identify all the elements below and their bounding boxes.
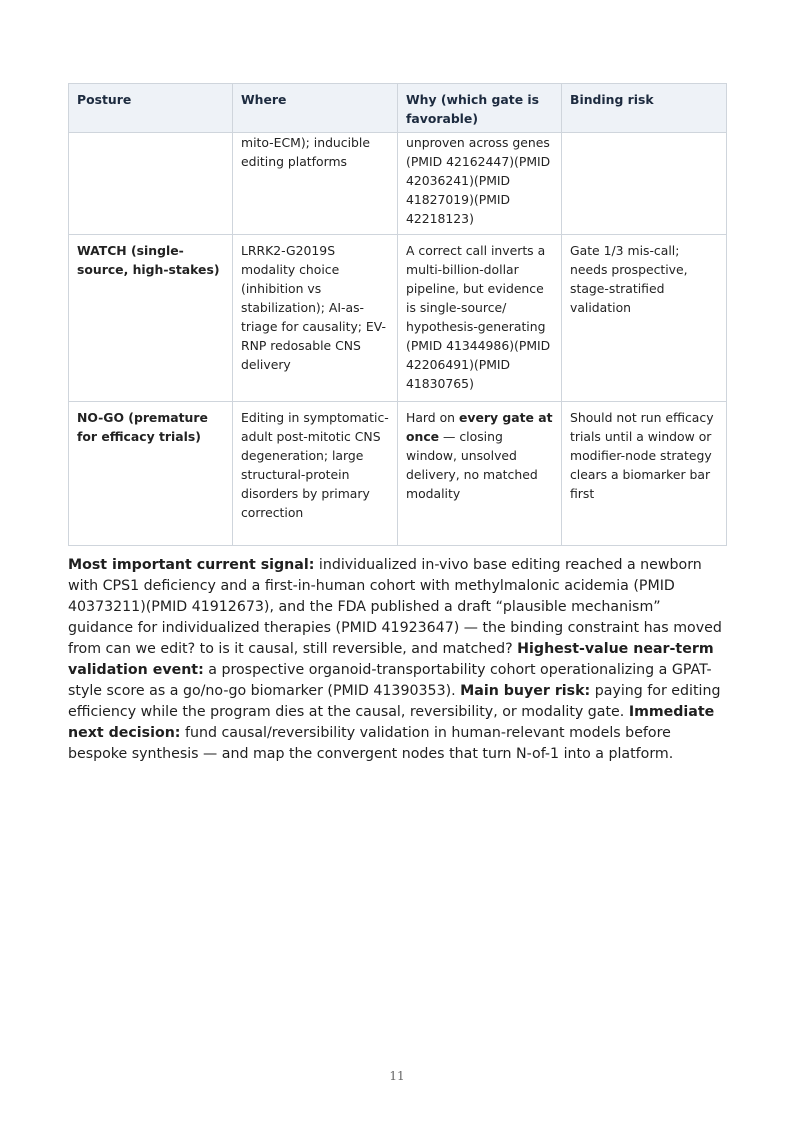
cell-where: Editing in symptomatic-adult post-mitotic CNS degeneration; large structural-protein disorders by primary correction — [233, 402, 398, 546]
page-number: 11 — [389, 1069, 405, 1083]
cell-why: A correct call inverts a multi-billion-dollar pipeline, but evidence is single-source/ hypothesis-generating (PMID 41344986)(PMID 42206491)(PMID 41830765) — [398, 235, 562, 402]
cell-posture: WATCH (single-source, high-stakes) — [69, 235, 233, 402]
cell-risk — [562, 133, 727, 235]
table-row-continued — [69, 133, 727, 235]
table-row-watch — [69, 235, 727, 402]
why-prefix: Hard on — [406, 410, 459, 425]
table-header-row — [69, 84, 727, 133]
cell-posture — [69, 133, 233, 235]
cell-where: mito-ECM); inducible editing platforms — [233, 133, 398, 235]
signal-text: individualized in-vivo base editing reached a newborn with CPS1 deficiency and a first-in-human cohort with methylmalonic acidemia (PMID 40373211)(PMID 41912673), and the FDA published a draft “plausible mechanism” guidance for individualized therapies (PMID 41923647) — the binding constraint has moved from can we edit? to is it causal, still reversible, and matched? — [68, 557, 722, 657]
validation-label: Highest-value near-term validation event: — [68, 641, 714, 678]
cell-risk: Should not run efficacy trials until a window or modifier-node strategy clears a biomarker bar first — [562, 402, 727, 546]
risk-label: Main buyer risk: — [460, 683, 591, 699]
why-bold: every gate at once — [406, 410, 553, 444]
header-posture: Posture — [69, 84, 233, 133]
header-binding-risk: Binding risk — [562, 84, 727, 133]
cell-why — [398, 402, 562, 546]
cell-why: unproven across genes (PMID 42162447)(PMID 42036241)(PMID 41827019)(PMID 42218123) — [398, 133, 562, 235]
header-why: Why (which gate is favorable) — [398, 84, 562, 133]
cell-posture: NO-GO (premature for efficacy trials) — [69, 402, 233, 546]
cell-risk: Gate 1/3 mis-call; needs prospective, stage-stratified validation — [562, 235, 727, 402]
page-content — [68, 83, 726, 779]
validation-text: a prospective organoid-transportability cohort operationalizing a GPAT-style score as a go/no-go biomarker (PMID 41390353). — [68, 662, 712, 699]
decision-text: fund causal/reversibility validation in human-relevant models before bespoke synthesis — and map the convergent nodes that turn N-of-1 into a platform. — [68, 725, 674, 762]
table-row-nogo — [69, 402, 727, 546]
summary-paragraph — [68, 555, 728, 765]
decision-label: Immediate next decision: — [68, 704, 715, 741]
header-where: Where — [233, 84, 398, 133]
signal-label: Most important current signal: — [68, 557, 315, 573]
posture-table — [68, 83, 727, 546]
risk-text: paying for editing efficiency while the program dies at the causal, reversibility, or modality gate. — [68, 683, 721, 720]
why-suffix: — closing window, unsolved delivery, no matched modality — [406, 429, 538, 501]
cell-where: LRRK2-G2019S modality choice (inhibition vs stabilization); AI-as-triage for causality; EV-RNP redosable CNS delivery — [233, 235, 398, 402]
